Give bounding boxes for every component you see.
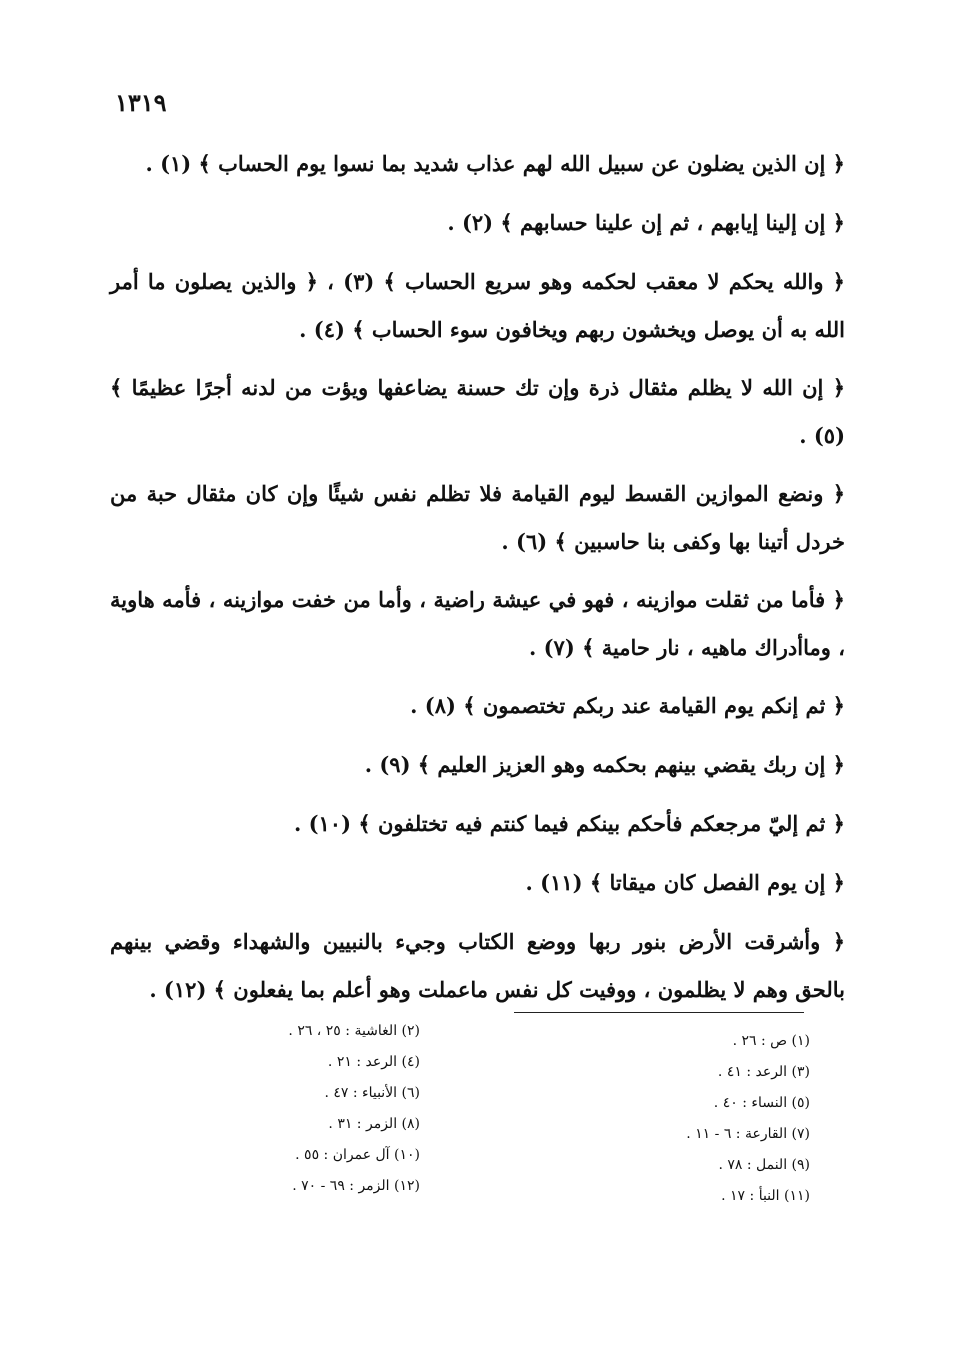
footnote: (٩) النمل : ٧٨ .: [718, 1157, 810, 1173]
verse-paragraph: ﴿ والله يحكم لا معقب لحكمه وهو سريع الحساب ﴾ (٣) ، ﴿ والذين يصلون ما أمر الله به أن يوصل ويخشون ربهم ويخافون سوء الحساب ﴾ (٤) .: [110, 269, 845, 342]
verse-paragraph: ﴿ إن الله لا يظلم مثقال ذرة وإن تك حسنة يضاعفها ويؤت من لدنه أجرًا عظيمًا ﴾ (٥) .: [110, 375, 845, 448]
verse-paragraph: ﴿ إن الذين يضلون عن سبيل الله لهم عذاب شديد بما نسوا يوم الحساب ﴾ (١) .: [145, 151, 845, 176]
verse-paragraph: ﴿ إن ربك يقضي بينهم بحكمه وهو العزيز العليم ﴾ (٩) .: [364, 752, 845, 777]
footnote: (٦) الأنبياء : ٤٧ .: [324, 1085, 420, 1101]
verse-paragraph: ﴿ ثم إنكم يوم القيامة عند ربكم تختصمون ﴾ (٨) .: [410, 693, 845, 718]
verse-paragraph: ﴿ وأشرقت الأرض بنور ربها ووضع الكتاب وجيء بالنبيين والشهداء وقضي بينهم بالحق وهم لا يظلمون ، ووفيت كل نفس ماعملت وهو أعلم بما يفعلون ﴾ (١٢) .: [110, 929, 845, 1002]
footnote: (٤) الرعد : ٢١ .: [327, 1054, 420, 1070]
verse-paragraph: ﴿ ونضع الموازين القسط ليوم القيامة فلا تظلم نفس شيئًا وإن كان مثقال حبة من خردل أتينا بها وكفى بنا حاسبين ﴾ (٦) .: [110, 481, 845, 554]
footnote: (٢) الغاشية : ٢٥ ، ٢٦ .: [288, 1023, 420, 1039]
footnote: (١٢) الزمر : ٦٩ - ٧٠ .: [292, 1178, 420, 1194]
footnote: (٨) الزمر : ٣١ .: [328, 1116, 420, 1132]
verse-paragraph: ﴿ ثم إليّ مرجعكم فأحكم بينكم فيما كنتم فيه تختلفون ﴾ (١٠) .: [293, 811, 845, 836]
footnote-separator: [514, 1012, 804, 1013]
footnote: (٣) الرعد : ٤١ .: [717, 1064, 810, 1080]
verse-paragraph: ﴿ فأما من ثقلت موازينه ، فهو في عيشة راضية ، وأما من خفت موازينه ، فأمه هاوية ، وماأدراك ماهيه ، نار حامية ﴾ (٧) .: [110, 587, 845, 660]
main-text: [110, 140, 845, 1024]
footnote: (١٠) آل عمران : ٥٥ .: [295, 1147, 420, 1163]
footnote: (١) ص : ٢٦ .: [732, 1033, 810, 1049]
footnote: (٥) النساء : ٤٠ .: [713, 1095, 810, 1111]
footnote: (٧) القارعة : ٦ - ١١ .: [686, 1126, 810, 1142]
footnotes-right-column: [600, 1026, 810, 1212]
footnotes-left-column: [220, 1016, 420, 1202]
footnote: (١١) النبأ : ١٧ .: [721, 1188, 810, 1204]
verse-paragraph: ﴿ إن إلينا إيابهم ، ثم إن علينا حسابهم ﴾ (٢) .: [447, 210, 845, 235]
verse-paragraph: ﴿ إن يوم الفصل كان ميقاتا ﴾ (١١) .: [525, 870, 845, 895]
page-number: ١٣١٩: [115, 88, 167, 117]
